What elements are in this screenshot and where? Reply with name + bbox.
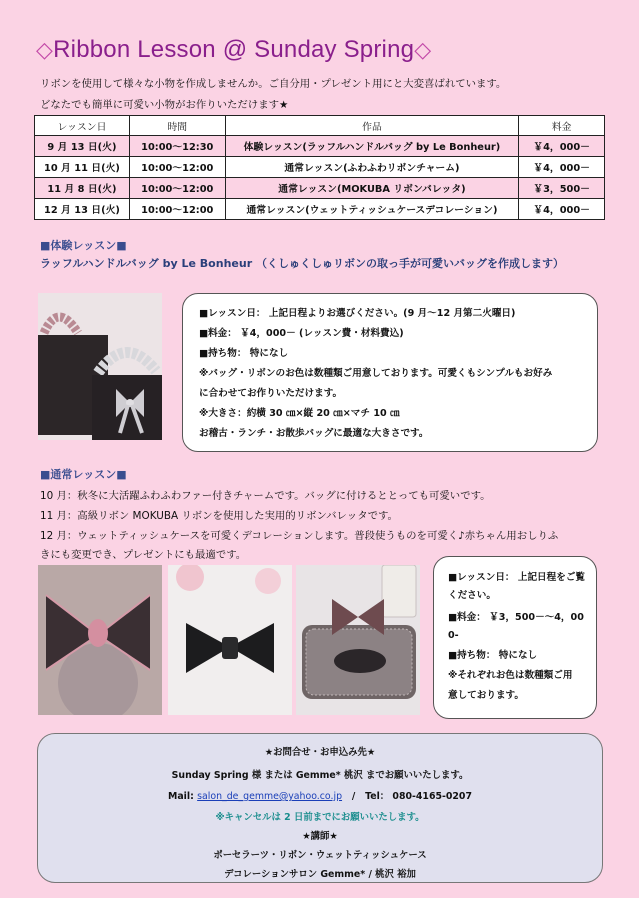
cell-work: 通常レッスン(ふわふわリボンチャーム) <box>225 157 519 178</box>
trial-info-items: ■持ち物： 特になし <box>199 348 289 359</box>
trial-info-box <box>182 293 598 452</box>
regular-line-dec-1: 12 月：ウェットティッシュケースを可愛くデコレーションします。普段使うものを可愛く♪赤ちゃん用おしりふ <box>40 530 559 542</box>
mail-link[interactable]: salon_de_gemme@yahoo.co.jp <box>197 791 343 802</box>
bag-illustration <box>38 293 162 440</box>
intro-line-2: どなたでも簡単に可愛い小物がお作りいただけます★ <box>40 99 289 111</box>
mail-separator: / <box>351 791 356 802</box>
regular-info-fee-1: ■料金： ￥3，500－～4，00 <box>448 612 584 623</box>
table-header-row <box>35 116 605 136</box>
schedule-table <box>34 115 605 220</box>
table-row <box>35 178 605 199</box>
title-text: Ribbon Lesson @ Sunday Spring <box>53 36 415 63</box>
cell-fee: ￥4，000－ <box>519 136 605 157</box>
mail-label: Mail: <box>168 791 194 802</box>
table-row <box>35 199 605 220</box>
cell-date: 9 月 13 日(火) <box>35 136 130 157</box>
contact-line-1: Sunday Spring 様 または Gemme* 桃沢 までお願いいたします。 <box>171 770 469 781</box>
header-date: レッスン日 <box>35 116 130 136</box>
header-work: 作品 <box>225 116 519 136</box>
trial-info-size: ※大きさ：約横 30 ㎝×縦 20 ㎝×マチ 10 ㎝ <box>199 408 400 419</box>
header-fee: 料金 <box>519 116 605 136</box>
diamond-right-icon: ◇ <box>414 37 432 62</box>
tissue-case-photo <box>296 565 420 715</box>
regular-info-items: ■持ち物： 特になし <box>448 650 538 661</box>
table-row <box>35 157 605 178</box>
diamond-left-icon: ◇ <box>36 37 54 62</box>
cell-date: 10 月 11 日(火) <box>35 157 130 178</box>
cell-fee: ￥3，500－ <box>519 178 605 199</box>
page-title <box>36 36 431 64</box>
regular-heading: ■通常レッスン■ <box>40 468 127 481</box>
regular-info-date-2: ください。 <box>448 590 496 601</box>
cell-time: 10:00～12:00 <box>129 157 225 178</box>
trial-info-note-1: ※バッグ・リボンのお色は数種類ご用意しております。可愛くもシンプルもお好み <box>199 368 553 379</box>
cell-date: 11 月 8 日(火) <box>35 178 130 199</box>
cell-fee: ￥4，000－ <box>519 157 605 178</box>
cell-work: 体験レッスン(ラッフルハンドルバッグ by Le Bonheur) <box>225 136 519 157</box>
cell-work: 通常レッスン(MOKUBA リボンバレッタ) <box>225 178 519 199</box>
cell-time: 10:00～12:00 <box>129 199 225 220</box>
cancel-note: ※キャンセルは 2 日前までにお願いいたします。 <box>215 812 425 823</box>
instructor-line-1: ポーセラーツ・リボン・ウェットティッシュケース <box>213 850 427 861</box>
regular-line-nov: 11 月：高級リボン MOKUBA リボンを使用した実用的リボンバレッタです。 <box>40 510 398 522</box>
regular-info-box <box>433 556 597 719</box>
cell-time: 10:00～12:00 <box>129 178 225 199</box>
regular-line-dec-2: きにも変更でき、プレゼントにも最適です。 <box>40 549 247 561</box>
fur-charm-illustration <box>38 565 162 715</box>
contact-heading: ★お問合せ・お申込み先★ <box>264 747 376 758</box>
regular-info-note-2: 意しております。 <box>448 690 524 701</box>
cell-date: 12 月 13 日(火) <box>35 199 130 220</box>
trial-heading: ■体験レッスン■ <box>40 239 127 252</box>
contact-mail-line <box>38 788 602 802</box>
trial-info-use: お稽古・ランチ・お散歩バッグに最適な大きさです。 <box>199 428 429 439</box>
tel-number: Tel： 080-4165-0207 <box>365 791 472 802</box>
tissue-case-illustration <box>296 565 420 715</box>
instructor-line-2: デコレーションサロン Gemme* / 桃沢 裕加 <box>224 869 416 880</box>
ruffle-bag-photo <box>38 293 162 440</box>
cell-work: 通常レッスン(ウェットティッシュケースデコレーション) <box>225 199 519 220</box>
trial-subheading: ラッフルハンドルバッグ by Le Bonheur （くしゅくしゅリボンの取っ手が可愛いバッグを作成します） <box>40 257 564 270</box>
instructor-heading: ★講師★ <box>302 831 338 842</box>
barrette-illustration <box>168 565 292 715</box>
regular-info-note-1: ※それぞれお色は数種類ご用 <box>448 670 573 681</box>
regular-line-oct: 10 月：秋冬に大活躍ふわふわファー付きチャームです。バッグに付けるととっても可愛いです。 <box>40 490 491 502</box>
contact-box <box>37 733 603 883</box>
table-row <box>35 136 605 157</box>
cell-fee: ￥4，000－ <box>519 199 605 220</box>
regular-info-fee-2: 0- <box>448 630 459 641</box>
regular-info-date-1: ■レッスン日： 上記日程をご覧 <box>448 572 586 583</box>
intro-line-1: リボンを使用して様々な小物を作成しませんか。ご自分用・プレゼント用にと大変喜ばれています。 <box>40 78 507 90</box>
trial-info-note-2: に合わせてお作りいただけます。 <box>199 388 343 399</box>
header-time: 時間 <box>129 116 225 136</box>
fur-charm-photo <box>38 565 162 715</box>
trial-info-date: ■レッスン日： 上記日程よりお選びください。(9 月～12 月第二火曜日) <box>199 308 516 319</box>
barrette-photo <box>168 565 292 715</box>
trial-info-fee: ■料金： ￥4，000－ (レッスン費・材料費込) <box>199 328 404 339</box>
cell-time: 10:00～12:30 <box>129 136 225 157</box>
